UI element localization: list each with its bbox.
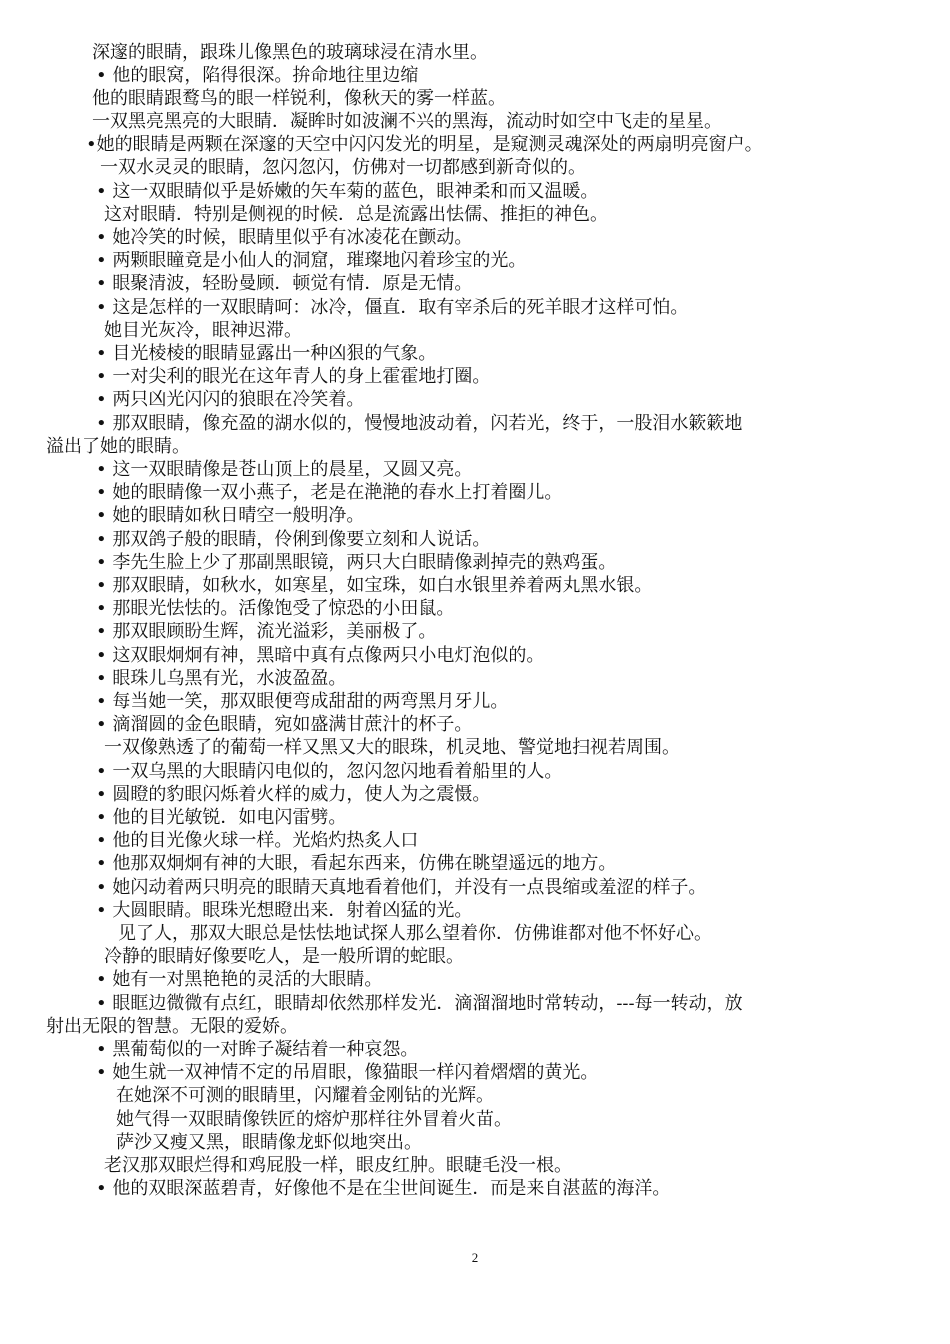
text-line: • 她冷笑的时候，眼睛里似乎有冰凌花在颤动。 <box>96 227 473 248</box>
text-line: 他的眼睛跟鹜鸟的眼一样锐利，像秋天的雾一样蓝。 <box>92 88 506 109</box>
text-line: • 目光棱棱的眼睛显露出一种凶狠的气象。 <box>96 343 437 364</box>
text-line: 这对眼睛．特别是侧视的时候．总是流露出怯儒、推拒的神色。 <box>104 204 608 225</box>
page-number: 2 <box>471 1250 479 1265</box>
text-line: • 她有一对黑艳艳的灵活的大眼睛。 <box>96 969 383 990</box>
text-line: • 那双眼睛，像充盈的湖水似的，慢慢地波动着，闪若光，终于，一股泪水簌簌地 <box>96 413 743 434</box>
text-line: 在她深不可测的眼睛里，闪耀着金刚钻的光辉。 <box>116 1085 494 1106</box>
text-line: • 他的目光像火球一样。光焰灼热炙人口 <box>96 830 419 851</box>
text-line: 冷静的眼睛好像要吃人，是一般所谓的蛇眼。 <box>104 946 464 967</box>
text-line: 老汉那双眼烂得和鸡屁股一样，眼皮红肿。眼睫毛没一根。 <box>104 1155 572 1176</box>
text-line: • 他那双炯炯有神的大眼，看起东西来，仿佛在眺望遥远的地方。 <box>96 853 617 874</box>
text-line: • 两只凶光闪闪的狼眼在冷笑着。 <box>96 389 365 410</box>
text-line: • 大圆眼睛。眼珠光想瞪出来．射着凶猛的光。 <box>96 900 473 921</box>
text-line: • 那眼光怯怯的。活像饱受了惊恐的小田鼠。 <box>96 598 455 619</box>
text-line: • 两颗眼瞳竟是小仙人的洞窟，璀璨地闪着珍宝的光。 <box>96 250 527 271</box>
text-line: • 她生就一双神情不定的吊眉眼，像猫眼一样闪着熠熠的黄光。 <box>96 1062 599 1083</box>
text-line: 见了人，那双大眼总是怯怯地试探人那么望着你．仿佛谁都对他不怀好心。 <box>118 923 712 944</box>
text-line: • 黑葡萄似的一对眸子凝结着一种哀怨。 <box>96 1039 419 1060</box>
text-line: • 她的眼睛如秋日晴空一般明净。 <box>96 505 365 526</box>
text-line: 萨沙又瘦又黑，眼睛像龙虾似地突出。 <box>116 1132 422 1153</box>
text-line: • 李先生脸上少了那副黑眼镜，两只大白眼睛像剥掉壳的熟鸡蛋。 <box>96 552 617 573</box>
text-line: 她目光灰冷，眼神迟滞。 <box>104 320 302 341</box>
text-line: •她的眼睛是两颗在深邃的天空中闪闪发光的明星，是窥测灵魂深处的两扇明亮窗户。 <box>86 134 763 155</box>
text-line: • 他的双眼深蓝碧青，好像他不是在尘世间诞生．而是来自湛蓝的海洋。 <box>96 1178 671 1199</box>
text-line: • 眼珠儿乌黑有光，水波盈盈。 <box>96 668 347 689</box>
text-line: • 这是怎样的一双眼睛呵：冰冷，僵直．取有宰杀后的死羊眼才这样可怕。 <box>96 297 689 318</box>
text-line: • 眼聚清波，轻盼曼顾．顿觉有情．原是无情。 <box>96 273 473 294</box>
text-line: • 那双鸽子般的眼睛，伶俐到像要立刻和人说话。 <box>96 529 491 550</box>
text-line: • 滴溜圆的金色眼睛，宛如盛满甘蔗汁的杯子。 <box>96 714 473 735</box>
text-line: 一双水灵灵的眼睛，忽闪忽闪，仿佛对一切都感到新奇似的。 <box>100 157 586 178</box>
text-line: • 每当她一笑，那双眼便弯成甜甜的两弯黑月牙儿。 <box>96 691 509 712</box>
text-line: 深邃的眼睛，跟珠儿像黑色的玻璃球浸在清水里。 <box>92 42 488 63</box>
text-line: • 一双乌黑的大眼睛闪电似的，忽闪忽闪地看着船里的人。 <box>96 761 563 782</box>
text-line: • 她闪动着两只明亮的眼睛天真地看着他们，并没有一点畏缩或羞涩的样子。 <box>96 877 707 898</box>
text-line: • 这一双眼睛似乎是娇嫩的矢车菊的蓝色，眼神柔和而又温暖。 <box>96 181 599 202</box>
text-line: 一双像熟透了的葡萄一样又黑又大的眼珠，机灵地、警觉地扫视若周围。 <box>104 737 680 758</box>
text-line: • 那双眼顾盼生辉，流光溢彩，美丽极了。 <box>96 621 437 642</box>
text-line: 射出无限的智慧。无限的爱娇。 <box>46 1016 298 1037</box>
text-line: • 她的眼睛像一双小燕子，老是在滟滟的春水上打着圈儿。 <box>96 482 563 503</box>
text-line: • 圆瞪的豹眼闪烁着火样的威力，使人为之震慑。 <box>96 784 491 805</box>
text-line: • 这一双眼睛像是苍山顶上的晨星，又圆又亮。 <box>96 459 473 480</box>
text-line: 溢出了她的眼睛。 <box>46 436 190 457</box>
text-line: • 他的眼窝，陷得很深。拚命地往里边缩 <box>96 65 419 86</box>
text-line: • 这双眼炯炯有神，黑暗中真有点像两只小电灯泡似的。 <box>96 645 545 666</box>
text-line: • 眼眶边微微有点红，眼睛却依然那样发光．滴溜溜地时常转动，---每一转动，放 <box>96 993 743 1014</box>
text-line: • 他的目光敏锐．如电闪雷劈。 <box>96 807 347 828</box>
text-line: • 一对尖利的眼光在这年青人的身上霍霍地打圈。 <box>96 366 491 387</box>
text-line: 一双黑亮黑亮的大眼睛．凝眸时如波澜不兴的黑海，流动时如空中飞走的星星。 <box>92 111 722 132</box>
text-line: 她气得一双眼睛像铁匠的熔炉那样往外冒着火苗。 <box>116 1109 512 1130</box>
text-line: • 那双眼睛，如秋水，如寒星，如宝珠，如白水银里养着两丸黑水银。 <box>96 575 653 596</box>
